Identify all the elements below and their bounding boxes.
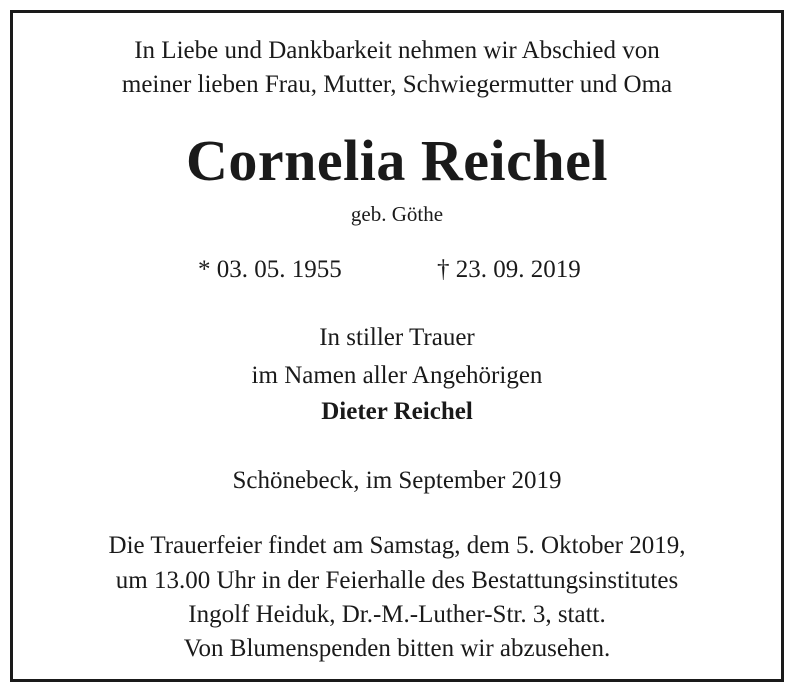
mourning-line-1: In stiller Trauer [319,324,475,351]
mourning-line-2: im Namen aller Angehörigen [251,362,543,389]
birth-date: * 03. 05. 1955 [198,256,342,283]
service-line-4: Von Blumenspenden bitten wir abzusehen. [183,635,611,662]
mourner-name: Dieter Reichel [321,398,473,425]
intro-line-1: In Liebe und Dankbarkeit nehmen wir Abschied von [134,37,660,64]
obituary-notice [10,10,784,682]
service-line-2: um 13.00 Uhr in der Feierhalle des Bestattungsinstitutes [115,567,679,594]
maiden-name: geb. Göthe [350,202,444,226]
service-line-3: Ingolf Heiduk, Dr.-M.-Luther-Str. 3, statt. [188,601,606,628]
death-date: † 23. 09. 2019 [437,256,581,283]
place-date: Schönebeck, im September 2019 [232,467,562,494]
deceased-name: Cornelia Reichel [186,128,608,193]
intro-line-2: meiner lieben Frau, Mutter, Schwiegermutter und Oma [121,71,673,98]
service-line-1: Die Trauerfeier findet am Samstag, dem 5. Oktober 2019, [108,532,686,559]
